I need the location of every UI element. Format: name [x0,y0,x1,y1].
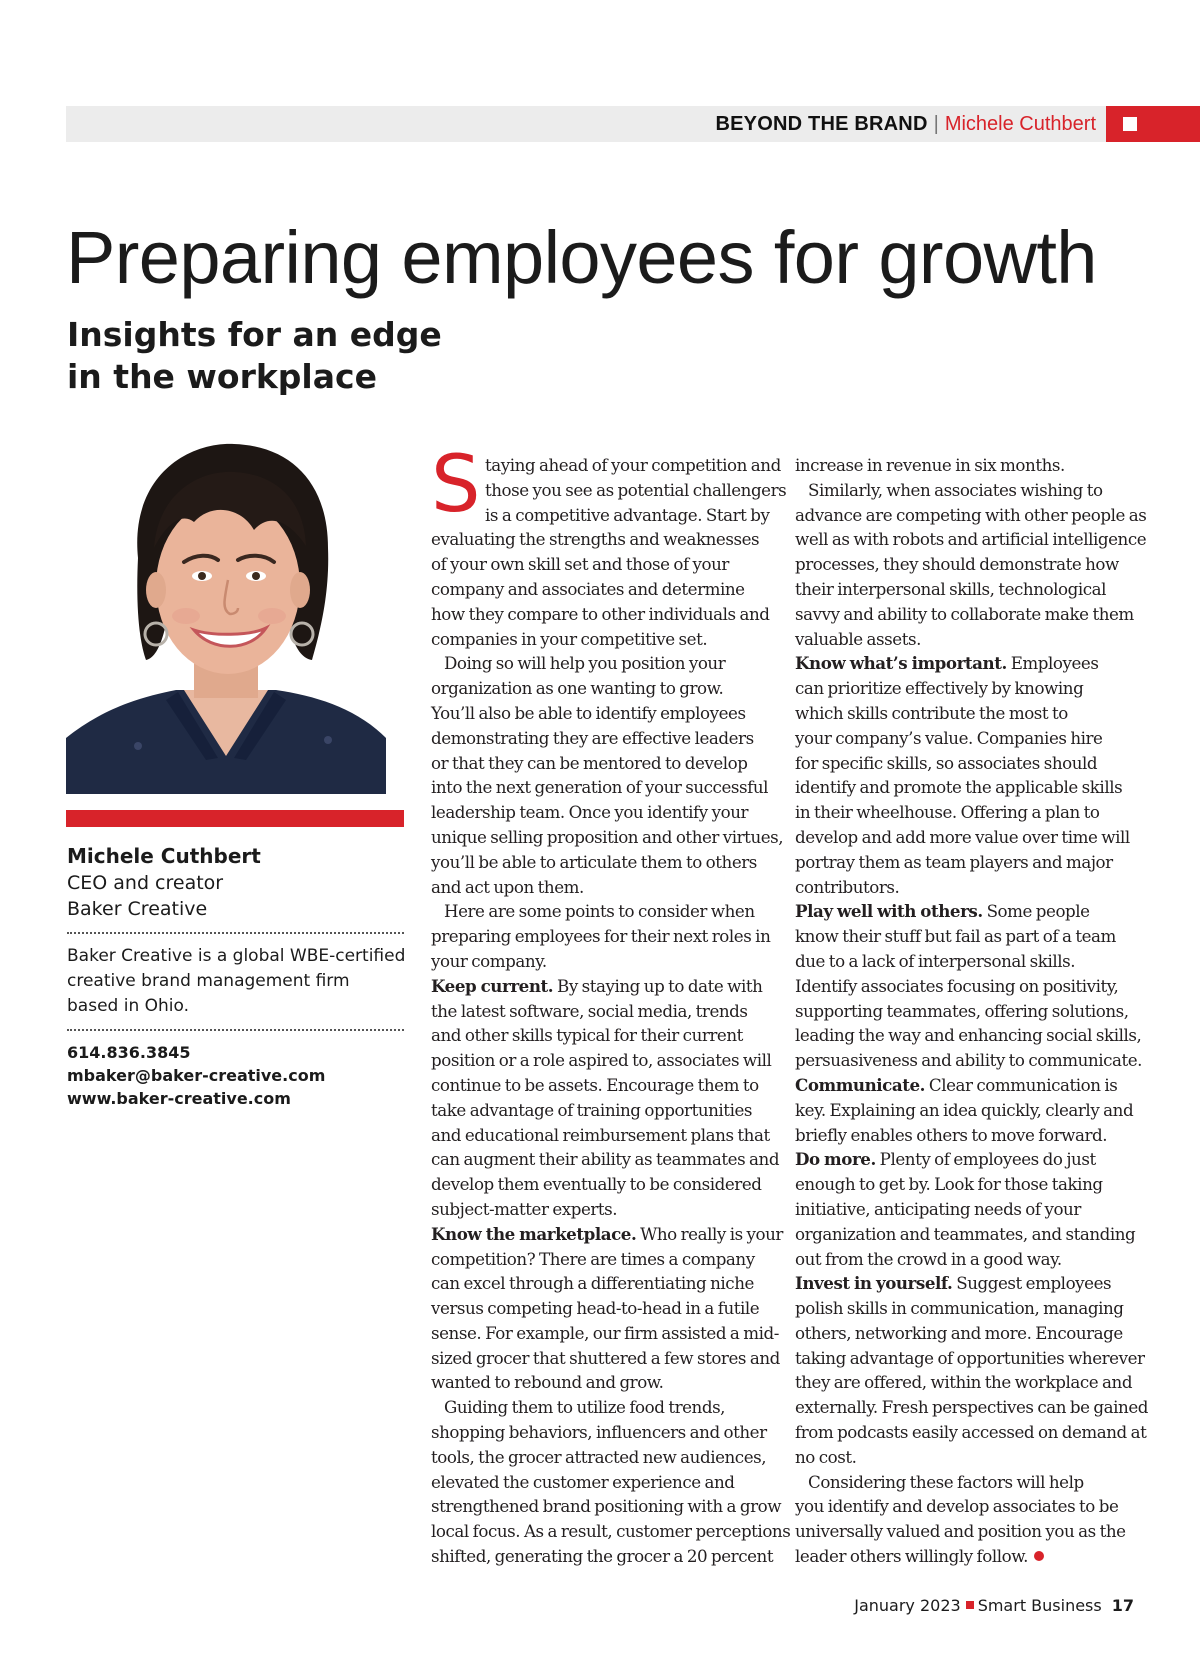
article-line-text: take advantage of training opportunities [431,1099,752,1120]
article-line [795,775,1135,800]
author-role: CEO and creator [67,872,224,894]
article-line-text: and other skills typical for their current [431,1025,743,1046]
article-line-text: how they compare to other individuals and [431,603,770,624]
article-line-text: unique selling proposition and other virtues, [431,826,784,847]
article-line-text: Some people [982,901,1090,922]
article-line [431,875,771,900]
article-line [431,577,771,602]
article-line [795,825,1135,850]
article-line-text: polish skills in communication, managing [795,1298,1124,1319]
article-line [431,651,771,676]
article-line [795,1172,1135,1197]
article-line-text: Here are some points to consider when [444,901,755,922]
red-accent-bar [66,810,404,827]
section-lead-in: Do more. [795,1149,876,1170]
article-line-text: companies in your competitive set. [431,628,708,649]
article-line [431,850,771,875]
article-line [795,726,1135,751]
article-line-text: others, networking and more. Encourage [795,1322,1123,1343]
article-line [795,1271,1135,1296]
article-line-text: Similarly, when associates wishing to [808,479,1103,500]
article-line-text: briefly enables others to move forward. [795,1124,1108,1145]
article-line-text: you’ll be able to articulate them to others [431,851,757,872]
article-title: Preparing employees for growth [66,216,1097,299]
article-line-text: leadership team. Once you identify your [431,802,749,823]
header-text [716,106,1097,142]
article-line [431,1222,783,1247]
article-line [795,999,1135,1024]
section-lead-in: Play well with others. [795,901,983,922]
article-line-text: sense. For example, our firm assisted a mid- [431,1322,779,1343]
article-line [431,1395,771,1420]
article-line-text: out from the crowd in a good way. [795,1248,1062,1269]
article-line-text: supporting teammates, offering solutions, [795,1000,1129,1021]
column-1-lines [431,527,791,1568]
article-line [795,651,1135,676]
article-line [795,1222,1135,1247]
article-line-text: of your own skill set and those of your [431,554,729,575]
article-line [431,1147,780,1172]
article-line [431,1073,771,1098]
company-description-line: based in Ohio. [67,996,190,1016]
footer-publication: Smart Business [977,1596,1102,1615]
article-line [431,1445,771,1470]
article-column-2 [795,453,1148,1569]
article-line-text: or that they can be mentored to develop [431,752,748,773]
author-company: Baker Creative [67,898,208,920]
article-line-text: Considering these factors will help [808,1471,1084,1492]
article-line-text: elevated the customer experience and [431,1471,735,1492]
article-line [431,1271,771,1296]
author-bio [67,843,405,1110]
article-line-text: By staying up to date with [553,975,763,996]
article-line-text: organization as one wanting to grow. [431,678,724,699]
article-line [795,503,1147,528]
article-line [431,1048,771,1073]
header-band [66,106,1200,142]
article-line-text: can augment their ability as teammates and [431,1149,780,1170]
article-line [431,949,771,974]
article-line-text: valuable assets. [795,628,921,649]
article-line [795,1123,1135,1148]
company-description [67,944,405,1019]
article-line [431,1247,771,1272]
article-line [431,825,784,850]
article-line-text: Clear communication is [925,1074,1118,1095]
article-line [795,602,1135,627]
article-line-text: can prioritize effectively by knowing [795,678,1084,699]
article-line-text: contributors. [795,876,900,897]
author-photo-illustration [66,438,386,794]
article-line-text: position or a role aspired to, associates will [431,1050,772,1071]
article-line [431,1470,771,1495]
article-line-text: your company. [431,950,547,971]
article-line [431,1123,771,1148]
subtitle-line: Insights for an edge [67,315,442,354]
article-line-text: the latest software, social media, trends [431,1000,748,1021]
article-line-text: leader others willingly follow. [795,1546,1028,1567]
article-line-text: identify and promote the applicable skills [795,777,1123,798]
article-line-text: demonstrating they are effective leaders [431,727,754,748]
article-line-text: shopping behaviors, influencers and other [431,1422,767,1443]
article-line-text: savvy and ability to collaborate make them [795,603,1134,624]
article-line [795,1247,1135,1272]
article-line-text: Plenty of employees do just [875,1149,1096,1170]
article-line-text: Identify associates focusing on positivity, [795,975,1119,996]
article-line [431,1346,780,1371]
article-line-text: increase in revenue in six months. [795,455,1065,475]
page-footer [854,1596,1134,1615]
article-line [431,924,771,949]
subtitle-line: in the workplace [67,357,377,396]
article-line [431,1420,771,1445]
article-line [795,552,1135,577]
article-line-text: develop and add more value over time will [795,826,1130,847]
article-line [795,627,1135,652]
header-red-box [1106,106,1200,142]
article-line [795,527,1147,552]
article-line [795,875,1135,900]
article-line [795,1445,1135,1470]
article-line-text: from podcasts easily accessed on demand at [795,1422,1147,1443]
section-lead-in: Communicate. [795,1074,926,1095]
author-name: Michele Cuthbert [67,844,261,868]
article-line-text: organization and teammates, and standing [795,1223,1136,1244]
article-line-text: into the next generation of your successful [431,777,769,798]
article-line: is a competitive advantage. Start by [485,504,770,525]
article-line [795,1098,1135,1123]
article-line-text: processes, they should demonstrate how [795,554,1119,575]
drop-cap: S [431,440,481,530]
article-line [795,949,1135,974]
article-line [795,1147,1135,1172]
article-line-text: shifted, generating the grocer a 20 percent [431,1546,774,1567]
article-line-text: you identify and develop associates to be [795,1496,1119,1517]
author-portrait [66,438,386,794]
website-link[interactable]: www.baker-creative.com [67,1089,291,1108]
article-line-text: local focus. As a result, customer perceptions [431,1521,791,1542]
footer-date: January 2023 [854,1596,961,1615]
company-description-line: Baker Creative is a global WBE-certified [67,946,406,966]
article-line [795,1544,1135,1569]
article-line [431,1321,779,1346]
article-line [431,1172,771,1197]
article-line [431,602,771,627]
article-line-text: evaluating the strengths and weaknesses [431,529,760,550]
end-mark-icon [1034,1551,1044,1561]
square-icon [1123,117,1137,131]
article-line [431,527,771,552]
article-line [795,478,1135,503]
section-lead-in: Keep current. [431,975,554,996]
article-line-text: preparing employees for their next roles in [431,926,771,947]
article-line-text: develop them eventually to be considered [431,1174,762,1195]
article-line [795,1321,1135,1346]
article-line-text: Guiding them to utilize food trends, [444,1397,726,1418]
article-line-text: initiative, anticipating needs of your [795,1198,1081,1219]
article-line [795,800,1135,825]
article-line [431,627,771,652]
article-line-text: your company’s value. Companies hire [795,727,1103,748]
article-line-text: and educational reimbursement plans that [431,1124,770,1145]
page-number: 17 [1111,1596,1134,1615]
article-line-text: their interpersonal skills, technological [795,578,1106,599]
article-line-text: know their stuff but fail as part of a team [795,926,1116,947]
article-line-text: You’ll also be able to identify employees [431,702,746,723]
article-line-text: due to a lack of interpersonal skills. [795,950,1076,971]
article-line [795,751,1135,776]
article-line-text: persuasiveness and ability to communicate. [795,1050,1143,1071]
section-lead-in: Know the marketplace. [431,1223,637,1244]
dotted-divider [67,1029,404,1031]
article-line-text: no cost. [795,1446,857,1467]
article-line-text: Suggest employees [952,1273,1112,1294]
column-2-lines [795,453,1148,1569]
article-line [795,1073,1135,1098]
article-line [431,1197,771,1222]
article-line-text: can excel through a differentiating niche [431,1273,754,1294]
article-line-text: tools, the grocer attracted new audiences, [431,1446,767,1467]
article-line [431,1370,771,1395]
article-line [795,1420,1147,1445]
article-line-text: taking advantage of opportunities wherever [795,1347,1145,1368]
contact-info [67,1041,405,1110]
article-line-text: which skills contribute the most to [795,702,1068,723]
header-author: Michele Cuthbert [944,113,1096,135]
article-line-text: wanted to rebound and grow. [431,1372,664,1393]
article-line-text: company and associates and determine [431,578,745,599]
company-description-line: creative brand management firm [67,971,350,991]
article-line [431,751,771,776]
article-line-text: in their wheelhouse. Offering a plan to [795,802,1100,823]
article-line-text: sized grocer that shuttered a few stores and [431,1347,780,1368]
article-line [431,999,771,1024]
article-line [795,1023,1142,1048]
article-line-text: advance are competing with other people as [795,504,1147,525]
article-line [431,974,771,999]
article-column-1 [431,440,791,1569]
article-line [795,577,1135,602]
article-line: taying ahead of your competition and [485,455,781,475]
dotted-divider [67,932,404,934]
article-line [431,552,771,577]
article-line-text: enough to get by. Look for those taking [795,1174,1103,1195]
email-link[interactable]: mbaker@baker-creative.com [67,1066,326,1085]
article-line: those you see as potential challengers [485,479,787,500]
article-line [795,1519,1135,1544]
article-line [795,676,1135,701]
article-line [431,726,771,751]
article-line-text: leading the way and enhancing social skills, [795,1025,1142,1046]
article-line [431,1494,782,1519]
article-line [795,899,1135,924]
dropcap-block [431,440,787,530]
article-line [431,1098,771,1123]
article-line-text: Employees [1006,653,1099,674]
article-line-text: for specific skills, so associates should [795,752,1098,773]
article-line [795,974,1135,999]
article-line-text: externally. Fresh perspectives can be gained [795,1397,1148,1418]
article-line [795,1296,1135,1321]
article-line [795,1370,1135,1395]
section-lead-in: Know what’s important. [795,653,1007,674]
article-line [431,899,771,924]
article-line-text: continue to be assets. Encourage them to [431,1074,759,1095]
article-line [431,676,771,701]
article-line-text: and act upon them. [431,876,584,897]
article-line [795,453,1135,478]
article-line [795,701,1135,726]
article-line [431,800,771,825]
article-subtitle [67,314,487,398]
article-line [795,1048,1143,1073]
section-lead-in: Invest in yourself. [795,1273,953,1294]
article-line-text: well as with robots and artificial intelligence [795,529,1147,550]
article-line [795,1346,1145,1371]
article-line [431,1296,771,1321]
header-separator: | [933,113,939,135]
article-line-text: Who really is your [636,1223,783,1244]
article-line [431,1544,774,1569]
article-line-text: Doing so will help you position your [444,653,726,674]
article-line [795,850,1135,875]
article-line-text: versus competing head-to-head in a futile [431,1298,760,1319]
article-line [795,1494,1135,1519]
article-line-text: subject-matter experts. [431,1198,618,1219]
article-line-text: key. Explaining an idea quickly, clearly and [795,1099,1134,1120]
article-line-text: strengthened brand positioning with a grow [431,1496,782,1517]
article-line [431,775,771,800]
article-line-text: universally valued and position you as the [795,1521,1126,1542]
article-line [795,924,1135,949]
article-line [795,1470,1135,1495]
article-line-text: competition? There are times a company [431,1248,755,1269]
square-icon [966,1601,974,1609]
article-line [795,1395,1148,1420]
article-line [431,1023,771,1048]
article-line-text: portray them as team players and major [795,851,1113,872]
article-line-text: they are offered, within the workplace and [795,1372,1133,1393]
article-line [795,1197,1135,1222]
article-line [431,701,771,726]
article-line [431,1519,791,1544]
phone-number: 614.836.3845 [67,1043,191,1062]
header-section-title: BEYOND THE BRAND [715,113,928,135]
